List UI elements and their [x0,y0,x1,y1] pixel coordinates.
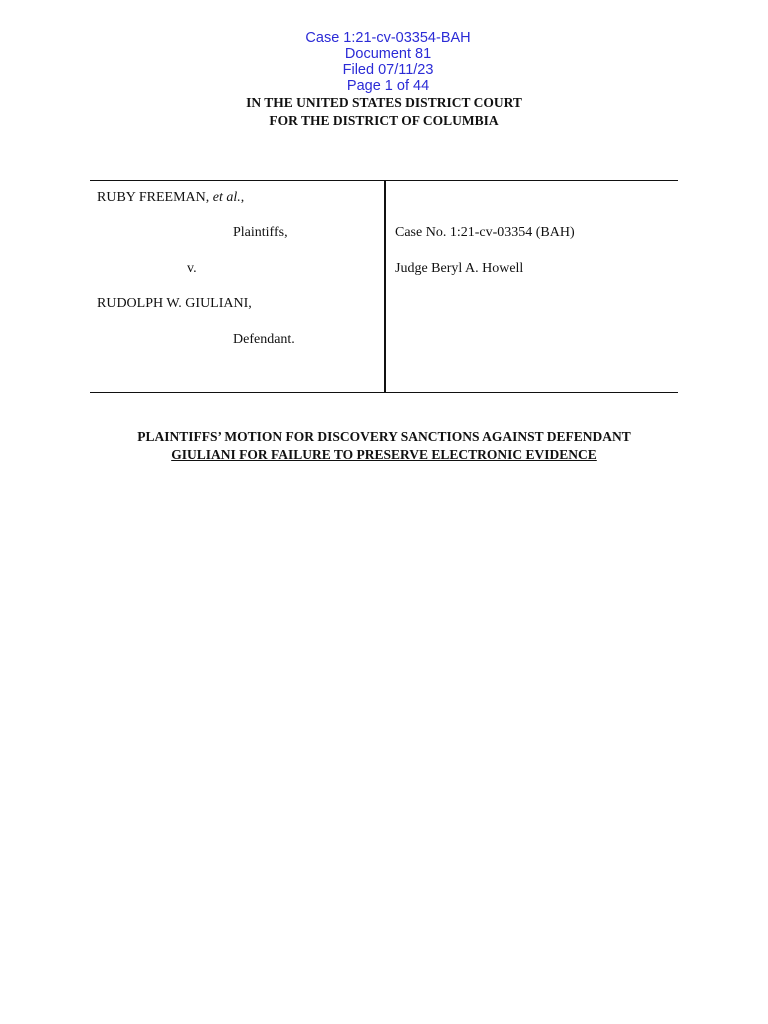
ecf-case-number: Case 1:21-cv-03354-BAH [305,30,471,46]
court-heading-line-2: FOR THE DISTRICT OF COLUMBIA [269,113,499,128]
plaintiff-et-al: et al. [212,190,241,205]
defendant-role: Defendant. [233,332,295,347]
case-caption [90,180,678,393]
ecf-filing-header [0,14,768,94]
plaintiffs-role: Plaintiffs, [233,225,288,240]
judge-name: Judge Beryl A. Howell [395,261,524,276]
versus: v. [187,261,197,276]
court-heading [0,94,768,130]
motion-title [0,428,768,464]
ecf-page-number: Page 1 of 44 [346,78,430,94]
plaintiff-name: RUBY FREEMAN, et al., [97,190,245,205]
defendant-name: RUDOLPH W. GIULIANI, [97,296,252,311]
caption-divider [384,181,386,392]
ecf-filed-date: Filed 07/11/23 [342,62,434,78]
motion-title-line-1: PLAINTIFFS’ MOTION FOR DISCOVERY SANCTIONS AGAINST DEFENDANT [137,429,631,444]
case-number: Case No. 1:21-cv-03354 (BAH) [395,225,575,240]
motion-title-line-2: GIULIANI FOR FAILURE TO PRESERVE ELECTRONIC EVIDENCE [171,447,597,462]
court-heading-line-1: IN THE UNITED STATES DISTRICT COURT [246,95,522,110]
ecf-document-number: Document 81 [344,46,432,62]
